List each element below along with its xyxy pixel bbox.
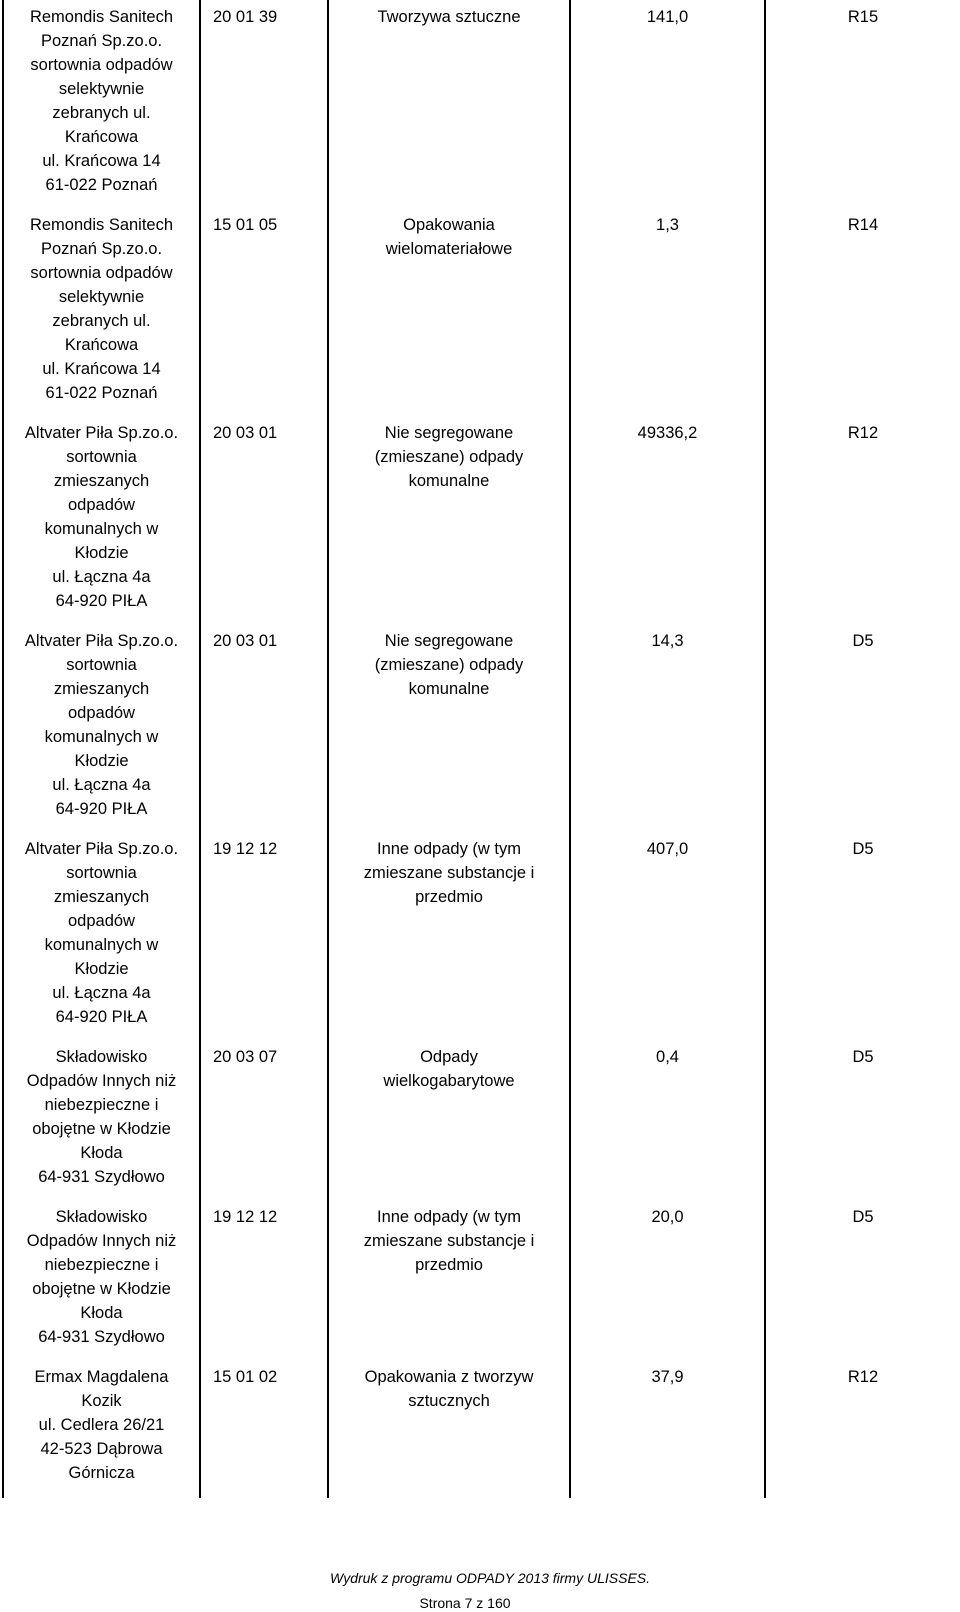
waste-mass-cell: 49336,2	[570, 417, 765, 625]
waste-mass-cell: 20,0	[570, 1201, 765, 1361]
waste-records-table	[2, 0, 960, 1498]
waste-description-cell: Opakowania z tworzyw sztucznych	[328, 1361, 570, 1498]
recipient-name-cell: Składowisko Odpadów Innych niż niebezpieczne i obojętne w Kłodzie Kłoda 64-931 Szydłowo	[3, 1041, 200, 1201]
waste-code-cell: 20 03 07	[200, 1041, 328, 1201]
process-code-cell: D5	[765, 1201, 960, 1361]
waste-description-cell: Nie segregowane (zmieszane) odpady komunalne	[328, 417, 570, 625]
recipient-name-cell: Altvater Piła Sp.zo.o. sortownia zmieszanych odpadów komunalnych w Kłodzie ul. Łączna 4a 64-920 PIŁA	[3, 625, 200, 833]
waste-mass-cell: 1,3	[570, 209, 765, 417]
recipient-name-cell: Składowisko Odpadów Innych niż niebezpieczne i obojętne w Kłodzie Kłoda 64-931 Szydłowo	[3, 1201, 200, 1361]
table-row	[3, 625, 960, 833]
waste-description-cell: Inne odpady (w tym zmieszane substancje i przedmio	[328, 833, 570, 1041]
process-code-cell: D5	[765, 833, 960, 1041]
process-code-cell: D5	[765, 1041, 960, 1201]
table-row	[3, 209, 960, 417]
waste-code-cell: 20 01 39	[200, 0, 328, 209]
recipient-name-cell: Remondis Sanitech Poznań Sp.zo.o. sortownia odpadów selektywnie zebranych ul. Krańcowa ul. Krańcowa 14 61-022 Poznań	[3, 0, 200, 209]
waste-code-cell: 19 12 12	[200, 833, 328, 1041]
table-row	[3, 417, 960, 625]
waste-code-cell: 19 12 12	[200, 1201, 328, 1361]
waste-code-cell: 15 01 05	[200, 209, 328, 417]
waste-description-cell: Opakowania wielomateriałowe	[328, 209, 570, 417]
waste-mass-cell: 407,0	[570, 833, 765, 1041]
recipient-name-cell: Altvater Piła Sp.zo.o. sortownia zmieszanych odpadów komunalnych w Kłodzie ul. Łączna 4a 64-920 PIŁA	[3, 833, 200, 1041]
waste-description-cell: Odpady wielkogabarytowe	[328, 1041, 570, 1201]
waste-description-cell: Inne odpady (w tym zmieszane substancje i przedmio	[328, 1201, 570, 1361]
recipient-name-cell: Remondis Sanitech Poznań Sp.zo.o. sortownia odpadów selektywnie zebranych ul. Krańcowa ul. Krańcowa 14 61-022 Poznań	[3, 209, 200, 417]
process-code-cell: R15	[765, 0, 960, 209]
waste-mass-cell: 14,3	[570, 625, 765, 833]
process-code-cell: R12	[765, 417, 960, 625]
table-row	[3, 1361, 960, 1498]
table-row	[3, 1201, 960, 1361]
waste-mass-cell: 141,0	[570, 0, 765, 209]
waste-description-cell: Tworzywa sztuczne	[328, 0, 570, 209]
waste-code-cell: 20 03 01	[200, 625, 328, 833]
process-code-cell: R14	[765, 209, 960, 417]
waste-code-cell: 15 01 02	[200, 1361, 328, 1498]
table-row	[3, 1041, 960, 1201]
recipient-name-cell: Altvater Piła Sp.zo.o. sortownia zmieszanych odpadów komunalnych w Kłodzie ul. Łączna 4a 64-920 PIŁA	[3, 417, 200, 625]
table-row	[3, 0, 960, 209]
footer-program-credit: Wydruk z programu ODPADY 2013 firmy ULISSES.	[329, 1570, 651, 1586]
table-row	[3, 833, 960, 1041]
process-code-cell: D5	[765, 625, 960, 833]
footer-page-number: Strona 7 z 160	[419, 1595, 511, 1611]
waste-description-cell: Nie segregowane (zmieszane) odpady komunalne	[328, 625, 570, 833]
waste-mass-cell: 0,4	[570, 1041, 765, 1201]
waste-mass-cell: 37,9	[570, 1361, 765, 1498]
process-code-cell: R12	[765, 1361, 960, 1498]
waste-code-cell: 20 03 01	[200, 417, 328, 625]
recipient-name-cell: Ermax Magdalena Kozik ul. Cedlera 26/21 42-523 Dąbrowa Górnicza	[3, 1361, 200, 1498]
